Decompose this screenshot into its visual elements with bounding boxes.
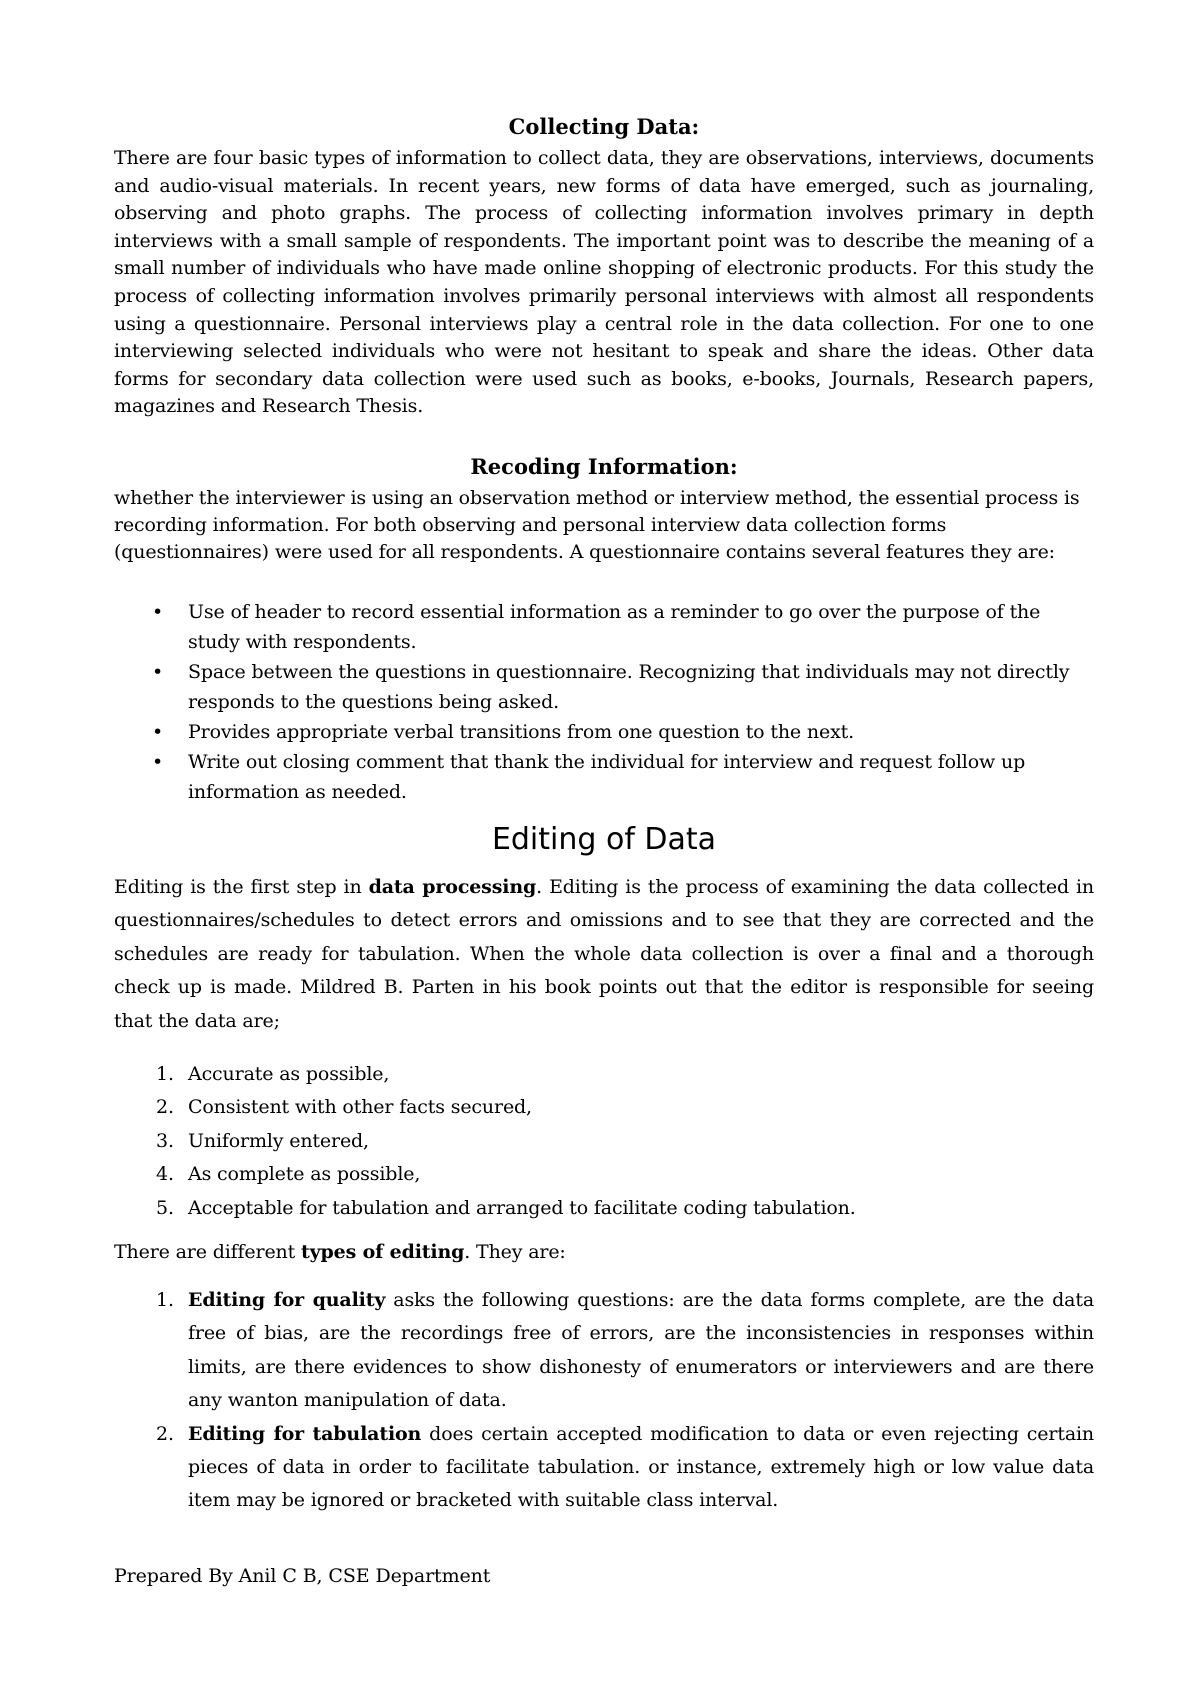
editing-of-data-heading: Editing of Data <box>491 822 717 857</box>
bullet-text: Use of header to record essential information as a reminder to go over the purpose of the study with respondents. <box>188 601 1041 653</box>
page-footer: Prepared By Anil C B, CSE Department <box>114 1565 491 1587</box>
bullet-icon: • <box>152 721 164 743</box>
intro-text-rest: . Editing is the process of examining the data collected in questionnaires/schedules to detect errors and omissions and to see that they are corrected and the schedules are ready for tabulation. When the whole data collection is over a final and a thorough check up is made. Mildred B. Parten in his book points out that the editor is responsible for seeing that the data are; <box>114 876 1095 1032</box>
editor-criteria-list <box>114 1058 1094 1225</box>
list-item <box>114 1284 1094 1418</box>
types-text-rest: . They are: <box>464 1241 566 1263</box>
item-number: 5. <box>156 1196 174 1219</box>
item-number: 3. <box>156 1129 174 1152</box>
bullet-icon: • <box>152 661 164 683</box>
bullet-text: Space between the questions in questionnaire. Recognizing that individuals may not directly responds to the questions being asked. <box>188 661 1070 713</box>
item-text: Acceptable for tabulation and arranged to facilitate coding tabulation. <box>188 1196 856 1219</box>
types-text-start: There are different <box>114 1241 302 1263</box>
list-item <box>114 1158 1094 1191</box>
questionnaire-features-list <box>114 597 1094 807</box>
item-number: 1. <box>156 1063 174 1085</box>
list-item <box>114 1058 1094 1091</box>
intro-bold-term: data processing <box>368 876 537 898</box>
types-bold-term: types of editing <box>301 1241 465 1263</box>
bullet-text: Provides appropriate verbal transitions from one question to the next. <box>188 721 855 743</box>
editing-intro-paragraph <box>114 871 1094 1038</box>
item-text: Consistent with other facts secured, <box>188 1096 532 1119</box>
recoding-information-paragraph: whether the interviewer is using an observation method or interview method, the essential process is recording information. For both observing and personal interview data collection forms (questionnaires) were used for all respondents. A questionnaire contains several features they are: <box>114 487 1080 563</box>
bullet-icon: • <box>152 601 164 623</box>
item-number: 4. <box>156 1163 174 1186</box>
item-bold-title: Editing for quality <box>188 1289 386 1311</box>
list-item <box>114 1418 1094 1518</box>
item-text: Accurate as possible, <box>188 1063 390 1085</box>
item-text: As complete as possible, <box>188 1163 421 1186</box>
list-item <box>114 1192 1094 1225</box>
list-item <box>114 1091 1094 1124</box>
list-item <box>114 657 1094 717</box>
list-item <box>114 597 1094 657</box>
item-text: does certain accepted modification to data or even rejecting certain pieces of data in order to facilitate tabulation. or instance, extremely high or low value data item may be ignored or bracketed with suitable class interval. <box>188 1422 1095 1512</box>
recoding-information-heading: Recoding Information: <box>470 454 738 479</box>
bullet-icon: • <box>152 751 164 773</box>
bullet-text: Write out closing comment that thank the individual for interview and request follow up information as needed. <box>188 751 1026 803</box>
list-item <box>114 717 1094 747</box>
item-number: 2. <box>156 1096 174 1119</box>
item-number: 2. <box>156 1422 174 1445</box>
item-text: asks the following questions: are the data forms complete, are the data free of bias, are the recordings free of errors, are the inconsistencies in responses within limits, are there evidences to show dishonesty of enumerators or interviewers and are there any wanton manipulation of data. <box>188 1289 1094 1412</box>
types-of-editing-intro <box>114 1236 1094 1269</box>
intro-text-start: Editing is the first step in <box>114 876 369 898</box>
item-text: Uniformly entered, <box>188 1129 369 1152</box>
item-bold-title: Editing for tabulation <box>188 1422 422 1445</box>
collecting-data-paragraph: There are four basic types of information to collect data, they are observations, interviews, documents and audio-visual materials. In recent years, new forms of data have emerged, such as journaling, observing and photo graphs. The process of collecting information involves primary in depth interviews with a small sample of respondents. The important point was to describe the meaning of a small number of individuals who have made online shopping of electronic products. For this study the process of collecting information involves primarily personal interviews with almost all respondents using a questionnaire. Personal interviews play a central role in the data collection. For one to one interviewing selected individuals who were not hesitant to speak and share the ideas. Other data forms for secondary data collection were used such as books, e-books, Journals, Research papers, magazines and Research Thesis. <box>114 147 1094 418</box>
list-item <box>114 747 1094 807</box>
item-number: 1. <box>156 1289 174 1311</box>
editing-types-list <box>114 1284 1094 1518</box>
list-item <box>114 1125 1094 1158</box>
collecting-data-heading: Collecting Data: <box>508 114 700 139</box>
